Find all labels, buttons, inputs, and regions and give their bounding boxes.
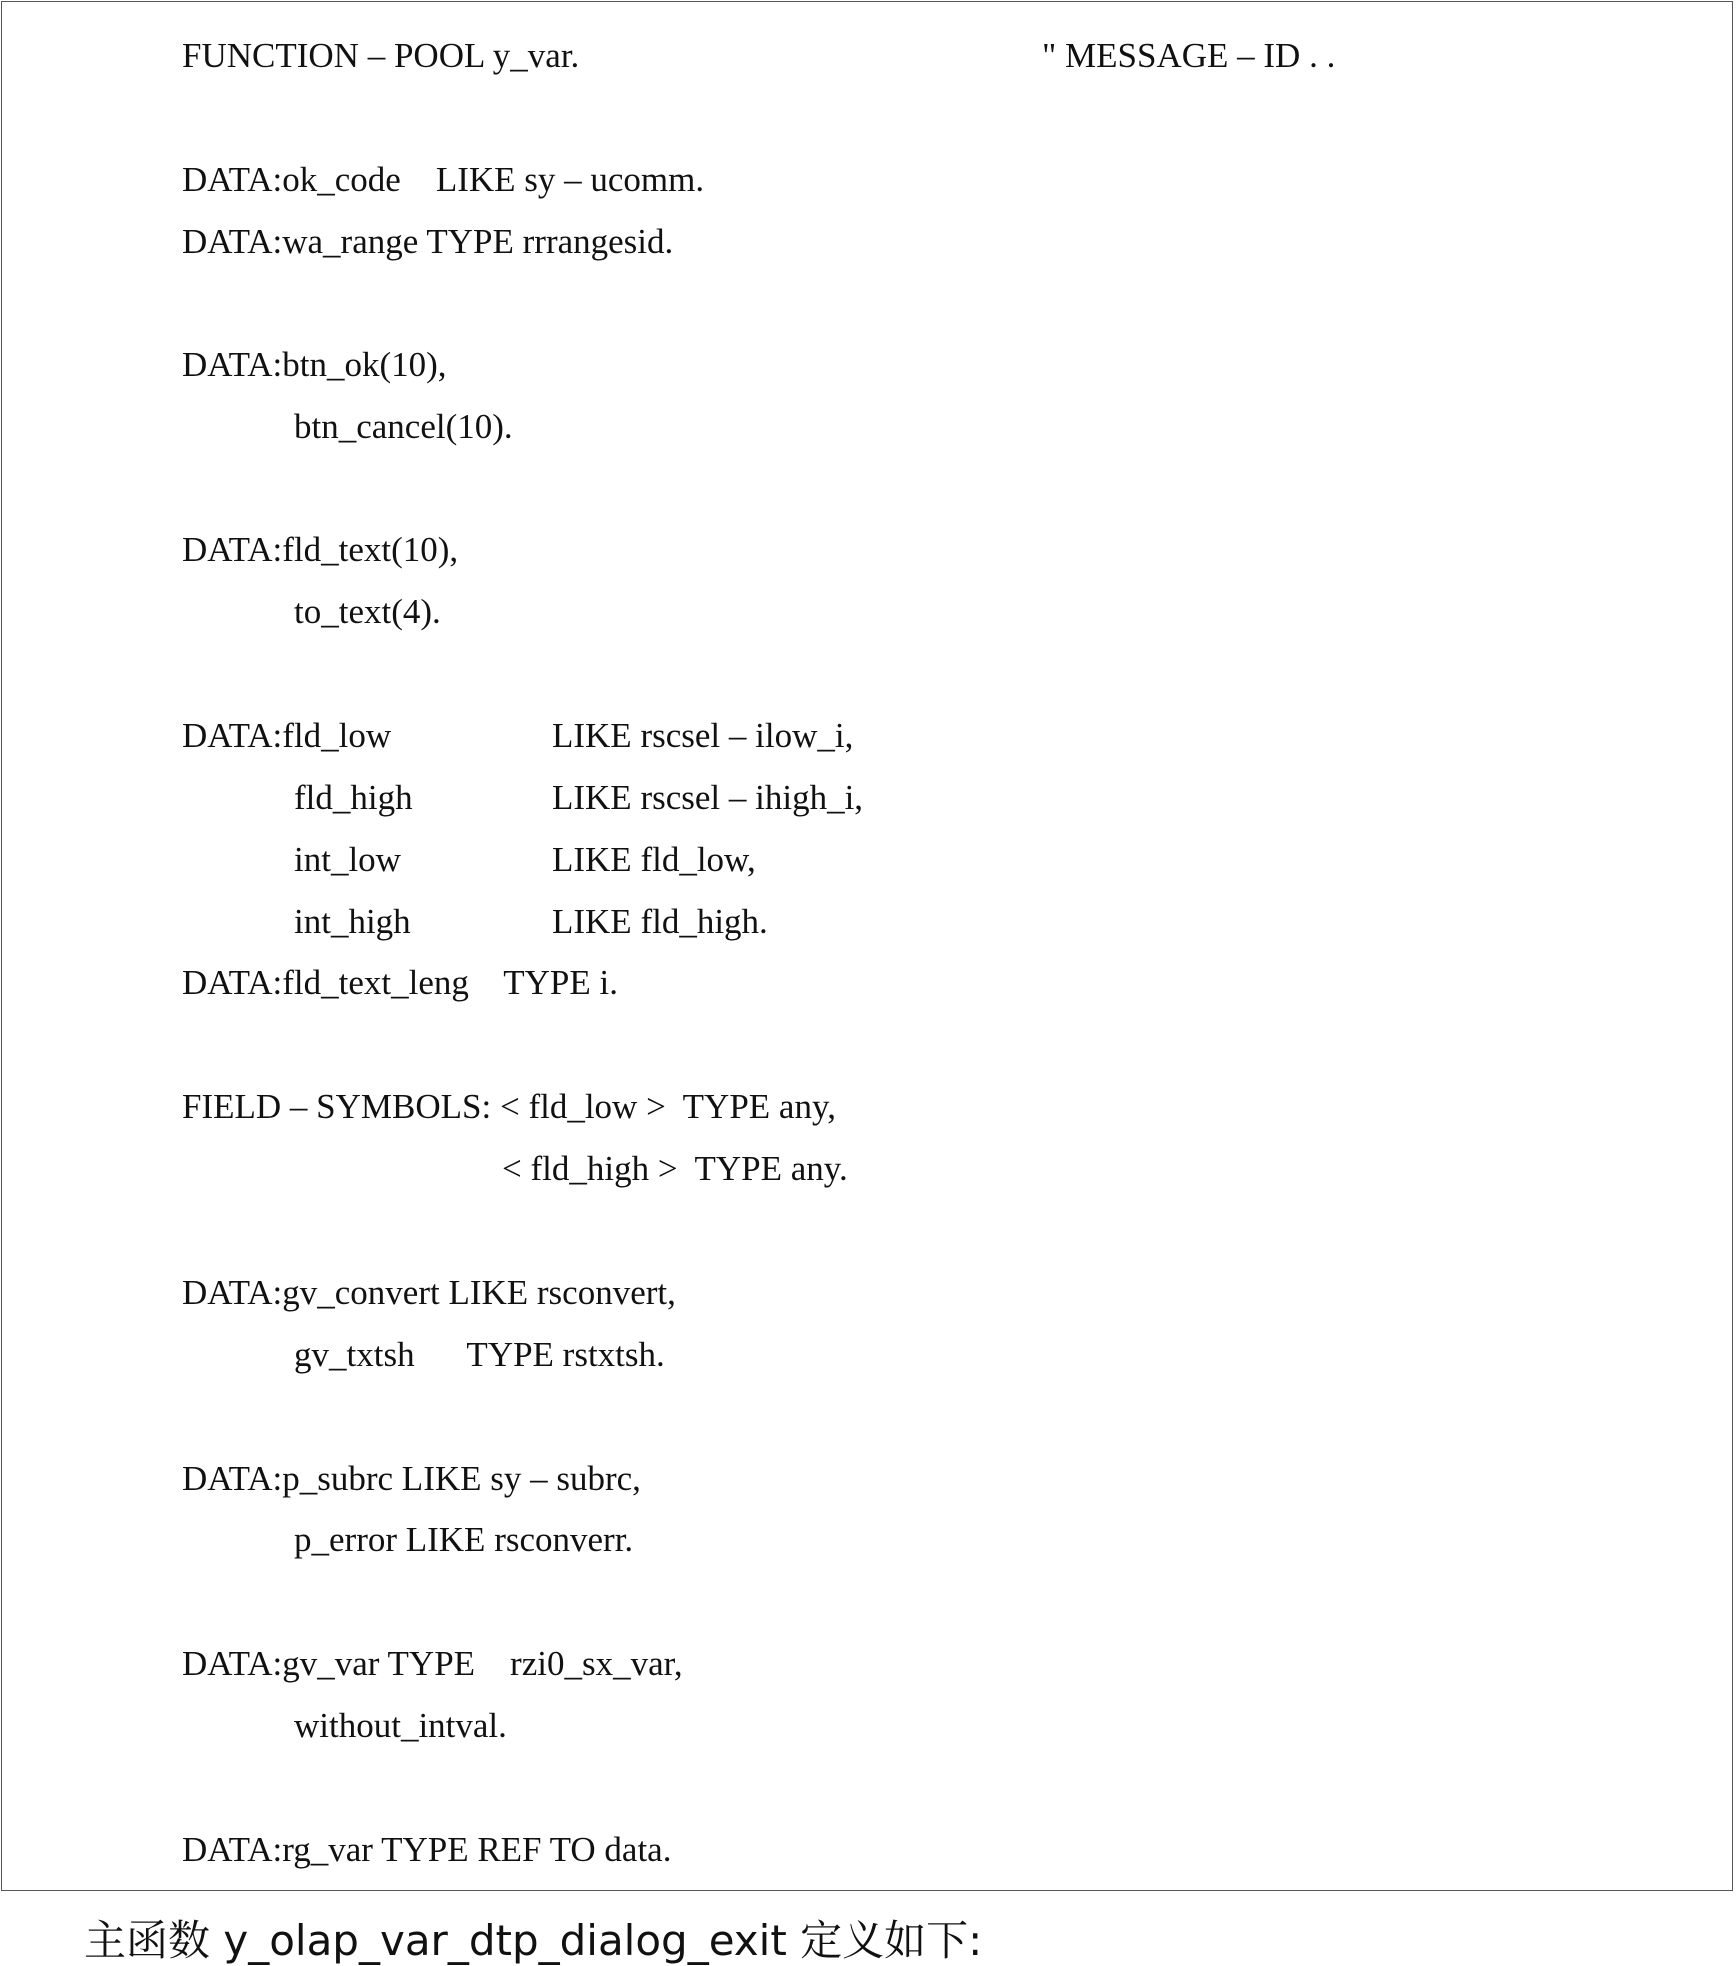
code-line-p-error: p_error LIKE rsconverr. [294, 1520, 634, 1559]
code-line-gv-txtsh: gv_txtsh TYPE rstxtsh. [294, 1335, 665, 1374]
code-listing-box [1, 1, 1733, 1891]
code-line-fld-high-symbol: < fld_high > TYPE any. [502, 1149, 848, 1188]
code-line-btn-ok: DATA:btn_ok(10), [182, 345, 447, 384]
code-line-fld-text: DATA:fld_text(10), [182, 530, 459, 569]
code-line-int-high: int_high [294, 902, 411, 941]
code-line-fld-low: DATA:fld_low [182, 716, 392, 755]
caption-text: 主函数 y_olap_var_dtp_dialog_exit 定义如下: [84, 1916, 983, 1965]
code-line-fld-high-type: LIKE rscsel – ihigh_i, [552, 778, 864, 817]
code-line-fld-high: fld_high [294, 778, 413, 817]
code-line-p-subrc: DATA:p_subrc LIKE sy – subrc, [182, 1459, 641, 1498]
code-line-int-low-type: LIKE fld_low, [552, 840, 756, 879]
code-line-function-pool: FUNCTION – POOL y_var. [182, 36, 580, 75]
code-line-fld-low-type: LIKE rscsel – ilow_i, [552, 716, 854, 755]
code-line-int-low: int_low [294, 840, 401, 879]
code-line-without-intval: without_intval. [294, 1706, 507, 1745]
code-line-int-high-type: LIKE fld_high. [552, 902, 768, 941]
code-line-to-text: to_text(4). [294, 592, 441, 631]
code-line-rg-var: DATA:rg_var TYPE REF TO data. [182, 1830, 672, 1869]
code-line-field-symbols: FIELD – SYMBOLS: < fld_low > TYPE any, [182, 1087, 836, 1126]
code-line-gv-var: DATA:gv_var TYPE rzi0_sx_var, [182, 1644, 683, 1683]
code-line-message-comment: " MESSAGE – ID . . [1042, 36, 1336, 75]
code-line-gv-convert: DATA:gv_convert LIKE rsconvert, [182, 1273, 676, 1312]
code-line-ok-code: DATA:ok_code LIKE sy – ucomm. [182, 160, 705, 199]
code-line-fld-text-leng: DATA:fld_text_leng TYPE i. [182, 963, 618, 1002]
code-line-wa-range: DATA:wa_range TYPE rrrangesid. [182, 222, 674, 261]
code-line-btn-cancel: btn_cancel(10). [294, 407, 513, 446]
